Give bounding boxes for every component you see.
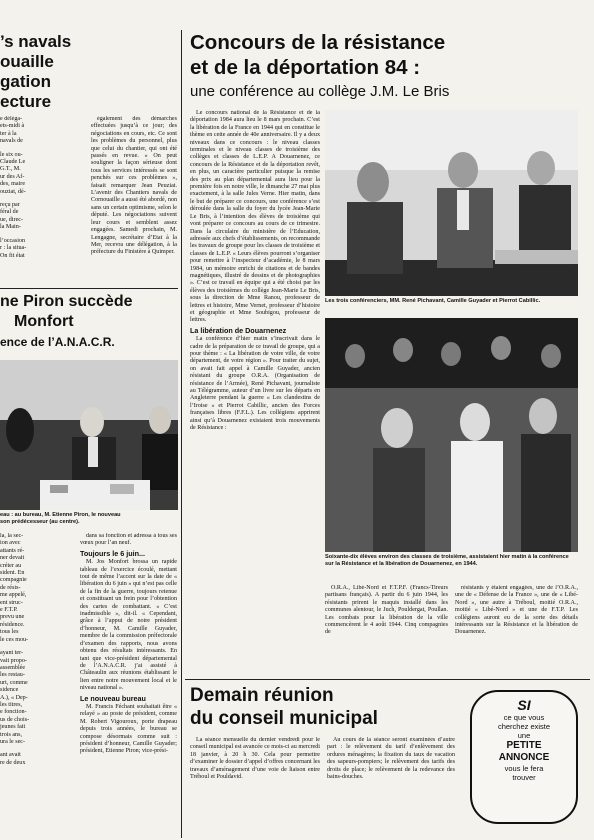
text-line: l’occasion — [0, 237, 26, 244]
students-photo-caption: Soixante-dix élèves environ des classes de troisième, assistaient hier matin à la conférence sur la Résistance et la libération de Douarnenez, en 1944. — [325, 554, 569, 567]
text-line: navals de — [0, 138, 23, 145]
main-headline-line: Concours de la résistance — [190, 31, 446, 54]
text-line: ter à la — [0, 130, 17, 137]
piron-headline-line: Monfort — [14, 313, 74, 330]
text-line: tous les — [0, 629, 19, 636]
text-line: e déléga- — [0, 116, 23, 122]
divider — [185, 679, 590, 680]
text-line: les titres, — [0, 701, 23, 708]
text-line: On fit état — [0, 252, 25, 259]
ad-si: SI — [517, 697, 531, 713]
main-column-2 — [325, 585, 448, 675]
left-column-d — [80, 533, 177, 836]
text-line: sident. En — [0, 570, 25, 577]
article-paragraph: dans sa fonction et adressa à tous ses vœux pour l’an neuf. — [80, 533, 177, 547]
text-line: ura le sec- — [0, 738, 26, 745]
text-line: ent struc- — [0, 599, 23, 606]
text-line: Claude Le — [0, 159, 26, 166]
council-column-1 — [190, 737, 320, 837]
column-divider — [181, 30, 182, 838]
left-headline — [0, 32, 178, 112]
left-column-a — [0, 116, 32, 286]
text-line: le ces mou- — [0, 636, 29, 643]
text-line: la, la sec- — [0, 533, 24, 539]
left-headline-line: ’s navals — [0, 32, 72, 51]
text-line: jeunes fait — [0, 724, 26, 731]
text-line: r : la situa- — [0, 245, 27, 252]
text-line: compagnie — [0, 577, 27, 584]
anacr-photo — [0, 360, 178, 510]
text-line: des, maire — [0, 181, 26, 188]
article-paragraph: résistants y étaient engagées, une de l’O.R.A., une de « Défense de la France », une de « Libé-Nord », une autre à Tréboul, moitié O.R.A., moitié « Libé-Nord » et une de F.T.P. Les collégiens auront eu de la sorte des détails intéressants sur la Résistance et la libération de Douarnenez. — [455, 585, 578, 636]
left-column-b — [91, 116, 177, 286]
main-headline-line: et de la déportation 84 : — [190, 56, 421, 79]
text-line: ue, direc- — [0, 216, 24, 223]
text-line: G.T., M. — [0, 166, 21, 173]
council-headline-line: du conseil municipal — [190, 708, 378, 729]
left-headline-line: ecture — [0, 92, 52, 111]
subheading: La libération de Douarnenez — [190, 325, 287, 335]
left-headline-line: ouaille — [0, 52, 54, 71]
text-line: re de deux — [0, 759, 26, 766]
text-line: e F.T.P. — [0, 607, 18, 614]
ad-line: cherchez existe — [497, 722, 551, 731]
lecturers-photo — [325, 110, 578, 296]
text-line: la Main- — [0, 224, 21, 231]
text-line: ets-midi à — [0, 123, 25, 130]
subheading: Le nouveau bureau — [80, 693, 146, 703]
text-line: les restau- — [0, 672, 25, 679]
text-line: ouziat, dé- — [0, 188, 26, 195]
main-column-1 — [190, 110, 320, 670]
text-line: sidence — [0, 687, 19, 694]
text-line: trois ans, — [0, 731, 23, 738]
ad-line: ce que vous — [503, 713, 545, 722]
article-paragraph: également des démarches effectuées jusqu’à ce jour; des négociations en cours, etc. Ce sont les problèmes du personnel, plus que celui du chantier, qui ont été passés en revue. « On peut souligner la façon sérieuse dont tous les services intéressés se sont penchés sur ces problèmes », faisait remarquer Jean Peuziat. L’avenir des Chantiers navals de Cornouaille a aussi été abordé, non sans un certain optimisme, selon le député. Les négociations suivent leur cours et semblent assez engagées. Samedi prochain, M. Lengagne, secrétaire d’Etat à la Mer, recevra une délégation, à la préfecture du Finistère à Quimper. — [91, 116, 177, 256]
text-line: résidence. — [0, 621, 25, 628]
left-headline-line: gation — [0, 72, 51, 91]
text-line: us de chois- — [0, 716, 30, 723]
text-line: féral de — [0, 209, 19, 216]
piron-subheadline: ence de l’A.N.A.C.R. — [0, 335, 115, 349]
text-line: ur des Af- — [0, 173, 25, 180]
main-column-3 — [455, 585, 578, 675]
main-subheadline: une conférence au collège J.M. Le Bris — [190, 83, 450, 100]
piron-headline-line: ne Piron succède — [0, 293, 133, 310]
ad-line: trouver — [512, 773, 536, 782]
subheading: Toujours le 6 juin... — [80, 548, 145, 558]
text-line: ion avec — [0, 540, 21, 547]
main-headline — [190, 30, 590, 80]
text-line: assemblée — [0, 664, 26, 671]
text-line: vait propo- — [0, 657, 27, 664]
lecturers-photo-caption: Les trois conférenciers, MM. René Pichavant, Camille Guyader et Pierrot Cabillic. — [325, 298, 541, 304]
text-line: ayant ter- — [0, 650, 24, 657]
text-line: ner devait — [0, 555, 25, 562]
text-line: reçu par — [0, 202, 20, 209]
ad-line: PETITE — [506, 740, 542, 751]
text-line: de résis- — [0, 584, 21, 591]
text-line: attants ré- — [0, 547, 25, 554]
council-headline-line: Demain réunion — [190, 685, 334, 706]
left-column-c — [0, 533, 36, 833]
text-line: urt, comme — [0, 679, 28, 686]
text-line: A.), « Dep- — [0, 694, 28, 701]
article-paragraph: Le concours national de la Résistance et de la déportation 1984 aura lieu le 8 mars prochain. C’est la libération de la France en 1944 qui en constitue le thème en cette année de 40e anniversaire. Il y a deux niveaux dans ce concours : le niveau classes terminales et le niveau classes de troisième des collèges et classes de L.E.P. A Douarnenez, ce concours de la Résistance et de la déportation revêt, en plus, un caractère particulier puisque la remise des prix au plan départemental aura lieu pour la première fois en notre ville, le dimanche 27 mai plus exactement, à la salle Jules Verne. Hier matin, dans le but de préparer ce concours, une conférence s’est déroulée dans la salle du foyer du lycée Jean-Marie Le Bris, à l’intention des élèves de troisième qui vont préparer ce concours au cours de ce trimestre. Dans la circulaire du ministère de l’Education, adressée aux chefs d’établissements, on recommande les travaux de groupe pour les classes de troisième et classes de L.E.P. « Leurs élèves pourront s’organiser pour remettre à l’inspecteur d’académie, le 8 mars 1984, un mémoire enrichi de citations et de bandes magnétiques, illustré de dessins et de photographies ». C’est ce travail en équipe qui a été choisi par les élèves des troisièmes du collège Jean-Marie Le Bris, sous la direction de Mme Ranou, professeur de lettres et histoire, Mme Vernet, professeur d’histoire et géographie et Mme Soubigou, professeur de lettres. — [190, 110, 320, 324]
council-column-2 — [327, 737, 455, 837]
article-paragraph: O.R.A., Libé-Nord et F.T.P.F. (Francs-Tireurs partisans français). A partir du 6 juin 1944, les résistants prirent le maquis installé dans les communes alentour, le Juch, Pouldergat, Poullan. Les combats pour la libération de la ville commencèrent le 4 août 1944. Cinq compagnies de — [325, 585, 448, 636]
text-line: créter au — [0, 562, 22, 569]
ad-line: une — [517, 731, 531, 740]
text-line: e fonction- — [0, 709, 27, 716]
article-paragraph: M. Francis Féchant souhaitait être « relayé » au poste de président, comme M. Robert Vigouroux, porte drapeau depuis trois années, le bureau se compose désormais comme suit : président d’honneur, Camille Guyader; président, Etienne Piron; vice-prési- — [80, 703, 177, 755]
article-paragraph: M. Jos Monfort brossa un rapide tableau de l’exercice écoulé, mettant tout de même l’accent sur la date de « libération du 6 juin » qui n’est pas celle de la fin de la guerre, toujours retenue et constituant un frein pour l’obtention des cartes de combattant. « C’est inadmissible », dit-il. « Cependant, grâce à l’appui de notre président d’honneur, M. Camille Guyader, membre de la commission préfectorale d’examen des rapports, nous avons obtenu des résultats intéressants. En tant que vice-président départemental de l’A.N.A.C.R. j’ai assisté à Châteaulin aux réunions établissant le lien entre notre mouvement local et le niveau national ». — [80, 559, 177, 692]
article-paragraph: Au cours de la séance seront examinées d’autre part : le relèvement du tarif d’enlèvement des ordures ménagères; la fixation du taux de vacation des sapeurs-pompiers; le relèvement des tarifs des droits de place; le relèvement de la redevance des bains-douches. — [327, 737, 455, 781]
council-headline — [190, 684, 470, 730]
ad-line: vous le fera — [504, 764, 544, 773]
text-line: le six ou- — [0, 151, 23, 158]
piron-headline — [0, 292, 178, 332]
students-photo — [325, 318, 578, 552]
ad-line: ANNONCE — [498, 752, 550, 763]
text-line: prevu une — [0, 614, 25, 621]
article-paragraph: La conférence d’hier matin s’inscrivait dans le cadre de la préparation de ce travail de groupe, qui a pour thème : « La libération de votre ville, de votre département, de votre région ». Pour traiter du sujet, on avait fait appel à Camille Guyader, ancien résistant du groupe O.R.A. (Organisation de résistance de l’Armée), René Pichavant, journaliste au Télégramme, auteur d’un livre sur les départs en Angleterre pendant la guerre « Les clandestins de l’Iroise » et Pierrot Cabillic, ancien des Forces françaises libres (F.F.L.). Les collégiens apprirent ainsi qu’à Douarnenez existaient trois mouvements de Résistance : — [190, 336, 320, 432]
divider — [0, 288, 178, 289]
anacr-photo-caption: eau : au bureau, M. Etienne Piron, le nouveau son prédécesseur (au centre). — [0, 512, 121, 525]
text-line: ant avait — [0, 752, 21, 759]
article-paragraph: La séance mensuelle du dernier vendredi pour le conseil municipal est avancée ce mois-ci au mercredi 18 janvier, à 20 h 30. Cela pour permettre d’examiner le dossier d’appel d’offres concernant les travaux d’aménagement d’une voie de liaison entre Tréboul et Pouldavid. — [190, 737, 320, 781]
text-line: me appelé, — [0, 592, 27, 599]
classified-ad-box — [470, 690, 578, 824]
